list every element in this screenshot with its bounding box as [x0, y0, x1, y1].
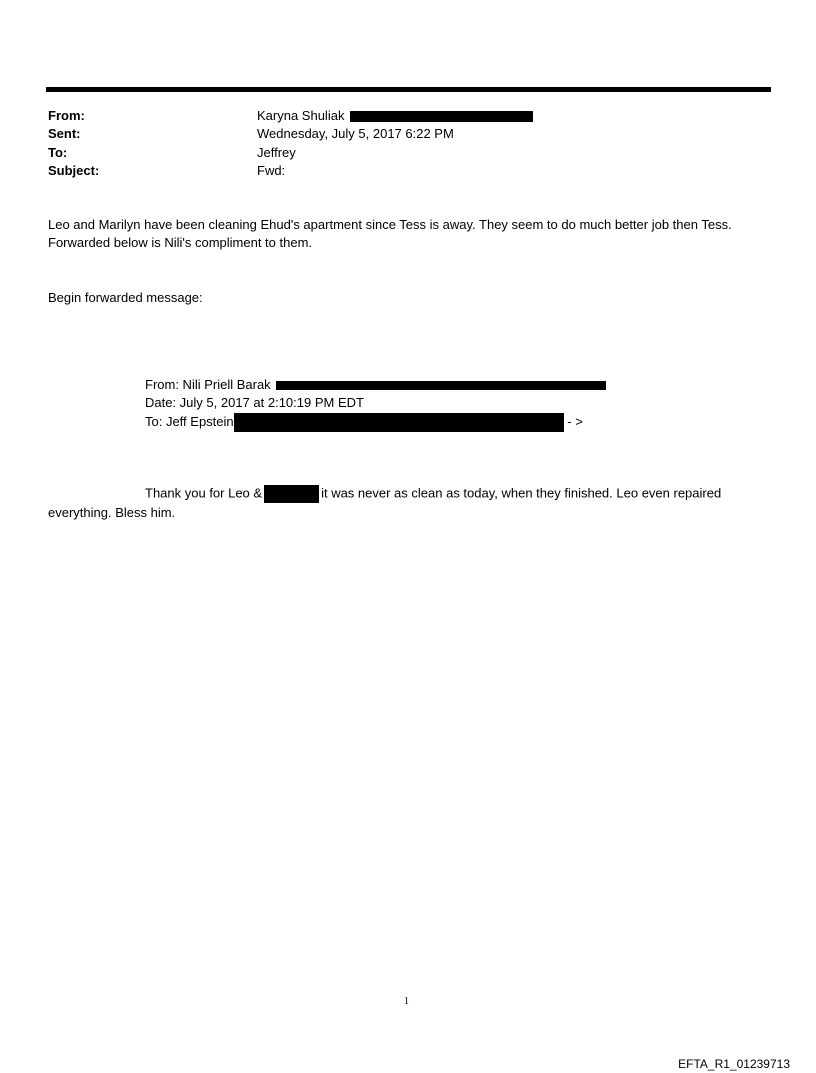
fwd-from-text: From: Nili Priell Barak [145, 377, 271, 392]
bates-number: EFTA_R1_01239713 [678, 1057, 790, 1071]
fwd-to-text: To: Jeff Epstein [145, 413, 234, 429]
fwd-date: Date: July 5, 2017 at 2:10:19 PM EDT [145, 395, 364, 410]
from-name: Karyna Shuliak [257, 108, 345, 123]
header-divider [46, 87, 771, 92]
fwd-message-part-2: it was never as clean as today, when they finished. Leo even repaired [321, 485, 722, 501]
fwd-message-line-1 [145, 485, 721, 503]
to-value: Jeffrey [257, 145, 296, 160]
subject-label: Subject: [48, 163, 100, 178]
redaction-bar [264, 485, 319, 503]
from-value [257, 108, 533, 123]
sent-label: Sent: [48, 126, 81, 141]
fwd-message-line-2: everything. Bless him. [48, 505, 176, 520]
redaction-bar [234, 413, 564, 432]
fwd-message-part-1: Thank you for Leo & [145, 485, 263, 501]
redaction-bar [276, 381, 606, 390]
body-line-2: Forwarded below is Nili's compliment to them. [48, 235, 313, 250]
body-line-1: Leo and Marilyn have been cleaning Ehud's apartment since Tess is away. They seem to do much better job then Tess. [48, 217, 732, 232]
fwd-to-suffix: - > [567, 413, 583, 429]
fwd-to [145, 413, 583, 432]
subject-value: Fwd: [257, 163, 286, 178]
fwd-from [145, 377, 606, 392]
sent-value: Wednesday, July 5, 2017 6:22 PM [257, 126, 454, 141]
from-label: From: [48, 108, 85, 123]
redaction-bar [350, 111, 533, 122]
page-number: 1 [404, 996, 409, 1007]
begin-forwarded: Begin forwarded message: [48, 290, 203, 305]
to-label: To: [48, 145, 68, 160]
